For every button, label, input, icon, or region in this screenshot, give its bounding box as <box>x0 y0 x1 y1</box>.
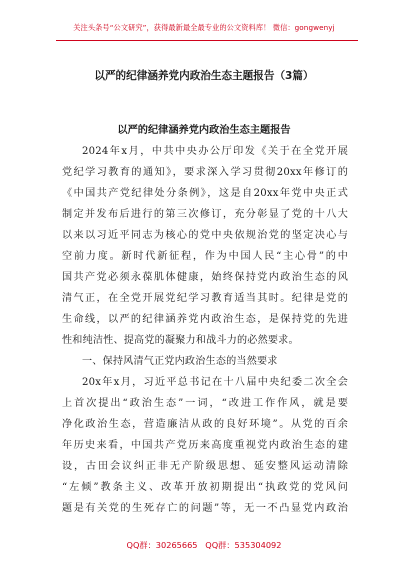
body-line: 2024年x月，中共中央办公厅印发《关于在全党开展 <box>82 146 348 157</box>
body-line: “左倾”教条主义、改革开放初期提出“执政党的党风问 <box>62 482 348 493</box>
body-line: 净化政治生态，营造廉洁从政的良好环境”。从党的百余 <box>62 419 348 430</box>
body-line: 党纪学习教育的通知》，要求深入学习贯彻20xx年修订的 <box>62 167 348 178</box>
qq-group-1: QQ群：30265665 <box>126 540 198 550</box>
body-heading: 一、保持风清气正党内政治生态的当然要求 <box>82 356 278 367</box>
body-line: 国共产党必须永葆肌体健康，始终保持党内政治生态的风 <box>62 272 348 283</box>
body-line: 制定并发布后进行的第三次修订，充分彰显了党的十八大 <box>62 209 348 220</box>
contact-footer <box>0 540 408 551</box>
body-line: 年历史来看，中国共产党历来高度重视党内政治生态的建 <box>62 440 348 451</box>
body-line: 题是有关党的生死存亡的问题”等，无一不凸显党内政治 <box>62 503 348 514</box>
body-line: 《中国共产党纪律处分条例》，这是自20xx年党中央正式 <box>62 188 348 199</box>
header-divider <box>56 40 358 41</box>
promo-banner: 关注头条号“公文研究”，获得最新最全最专业的公文资料库！ 微信：gongwenyj <box>73 23 335 32</box>
body-line: 清气正，在全党开展党纪学习教育适当其时。纪律是党的 <box>62 293 348 304</box>
body-line: 性和纯洁性、提高党的凝聚力和战斗力的必然要求。 <box>62 335 299 346</box>
document-title: 以严的纪律涵养党内政治生态主题报告（3篇） <box>94 70 314 82</box>
body-line: 空前力度。新时代新征程，作为中国人民“主心骨”的中 <box>62 251 348 262</box>
qq-group-2: QQ群：535304092 <box>205 540 282 550</box>
body-line: 生命线，以严的纪律涵养党内政治生态，是保持党的先进 <box>62 314 348 325</box>
body-line: 上首次提出“政治生态”一词，“改进工作作风，就是要 <box>62 398 348 409</box>
body-line: 以来以习近平同志为核心的党中央依规治党的坚定决心与 <box>62 230 348 241</box>
section-title: 以严的纪律涵养党内政治生态主题报告 <box>117 125 291 136</box>
body-line: 设，古田会议纠正非无产阶级思想、延安整风运动清除 <box>62 461 348 472</box>
body-line: 20x年x月，习近平总书记在十八届中央纪委二次全会 <box>82 377 348 388</box>
